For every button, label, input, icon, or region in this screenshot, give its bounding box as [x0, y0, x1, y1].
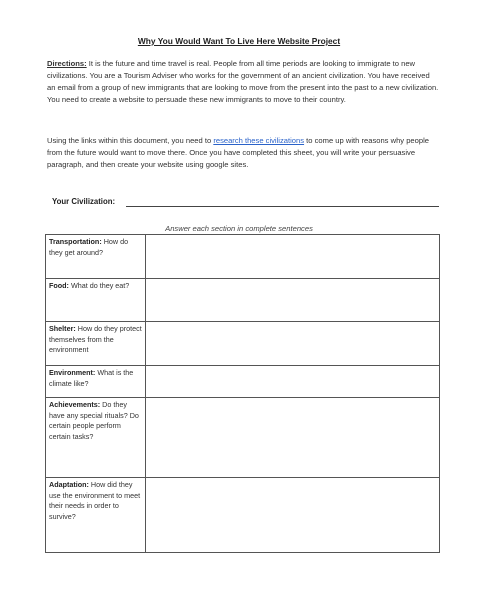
question-text: How did they use the environment to meet their needs in order to survive? — [49, 480, 141, 521]
question-text: How do they protect themselves from the environment — [49, 324, 142, 355]
civilization-answer-line[interactable] — [126, 206, 439, 207]
answer-cell[interactable] — [146, 478, 440, 553]
table-row — [46, 366, 440, 398]
answer-cell[interactable] — [146, 322, 440, 366]
answer-cell[interactable] — [146, 398, 440, 478]
table-row — [46, 398, 440, 478]
table-row — [46, 235, 440, 279]
directions-label: Directions: — [47, 59, 87, 68]
answer-instruction: Answer each section in complete sentences — [165, 224, 313, 233]
question-cell — [46, 279, 146, 322]
research-civilizations-link[interactable]: research these civilizations — [213, 136, 305, 145]
page-title: Why You Would Want To Live Here Website Project — [137, 36, 341, 46]
instructions-paragraph — [47, 135, 439, 171]
question-heading: Environment: — [49, 368, 96, 377]
question-heading: Transportation: — [49, 237, 102, 246]
answer-cell[interactable] — [146, 235, 440, 279]
table-row — [46, 478, 440, 553]
civilization-label: Your Civilization: — [52, 197, 116, 206]
question-heading: Food: — [49, 281, 69, 290]
answer-cell[interactable] — [146, 366, 440, 398]
answer-cell[interactable] — [146, 279, 440, 322]
table-row — [46, 279, 440, 322]
question-text: Do they have any special rituals? Do certain people perform certain tasks? — [49, 400, 139, 441]
table-row — [46, 322, 440, 366]
question-heading: Achievements: — [49, 400, 101, 409]
question-text: How do they get around? — [49, 237, 129, 257]
question-heading: Shelter: — [49, 324, 76, 333]
question-cell — [46, 322, 146, 366]
instructions-text-after: to come up with reasons why people from the future would want to move there. Once you have completed this sheet, you will write your persuasive paragraph, and then create your website using google sites. — [47, 136, 430, 169]
question-text: What do they eat? — [68, 281, 130, 290]
question-cell — [46, 235, 146, 279]
questions-table — [45, 234, 440, 553]
directions-paragraph — [47, 58, 439, 106]
question-cell — [46, 366, 146, 398]
question-heading: Adaptation: — [49, 480, 89, 489]
question-text: What is the climate like? — [49, 368, 134, 388]
instructions-text-before: Using the links within this document, you need to — [47, 136, 214, 145]
directions-text: It is the future and time travel is real. People from all time periods are looking to immigrate to new civilizations. You are a Tourism Adviser who works for the government of an ancient civilization. You have received an email from a group of new immigrants that are looking to move from the present into the past to a new civilization. You need to create a website to persuade these new immigrants to move to their country. — [47, 59, 439, 104]
question-cell — [46, 398, 146, 478]
question-cell — [46, 478, 146, 553]
